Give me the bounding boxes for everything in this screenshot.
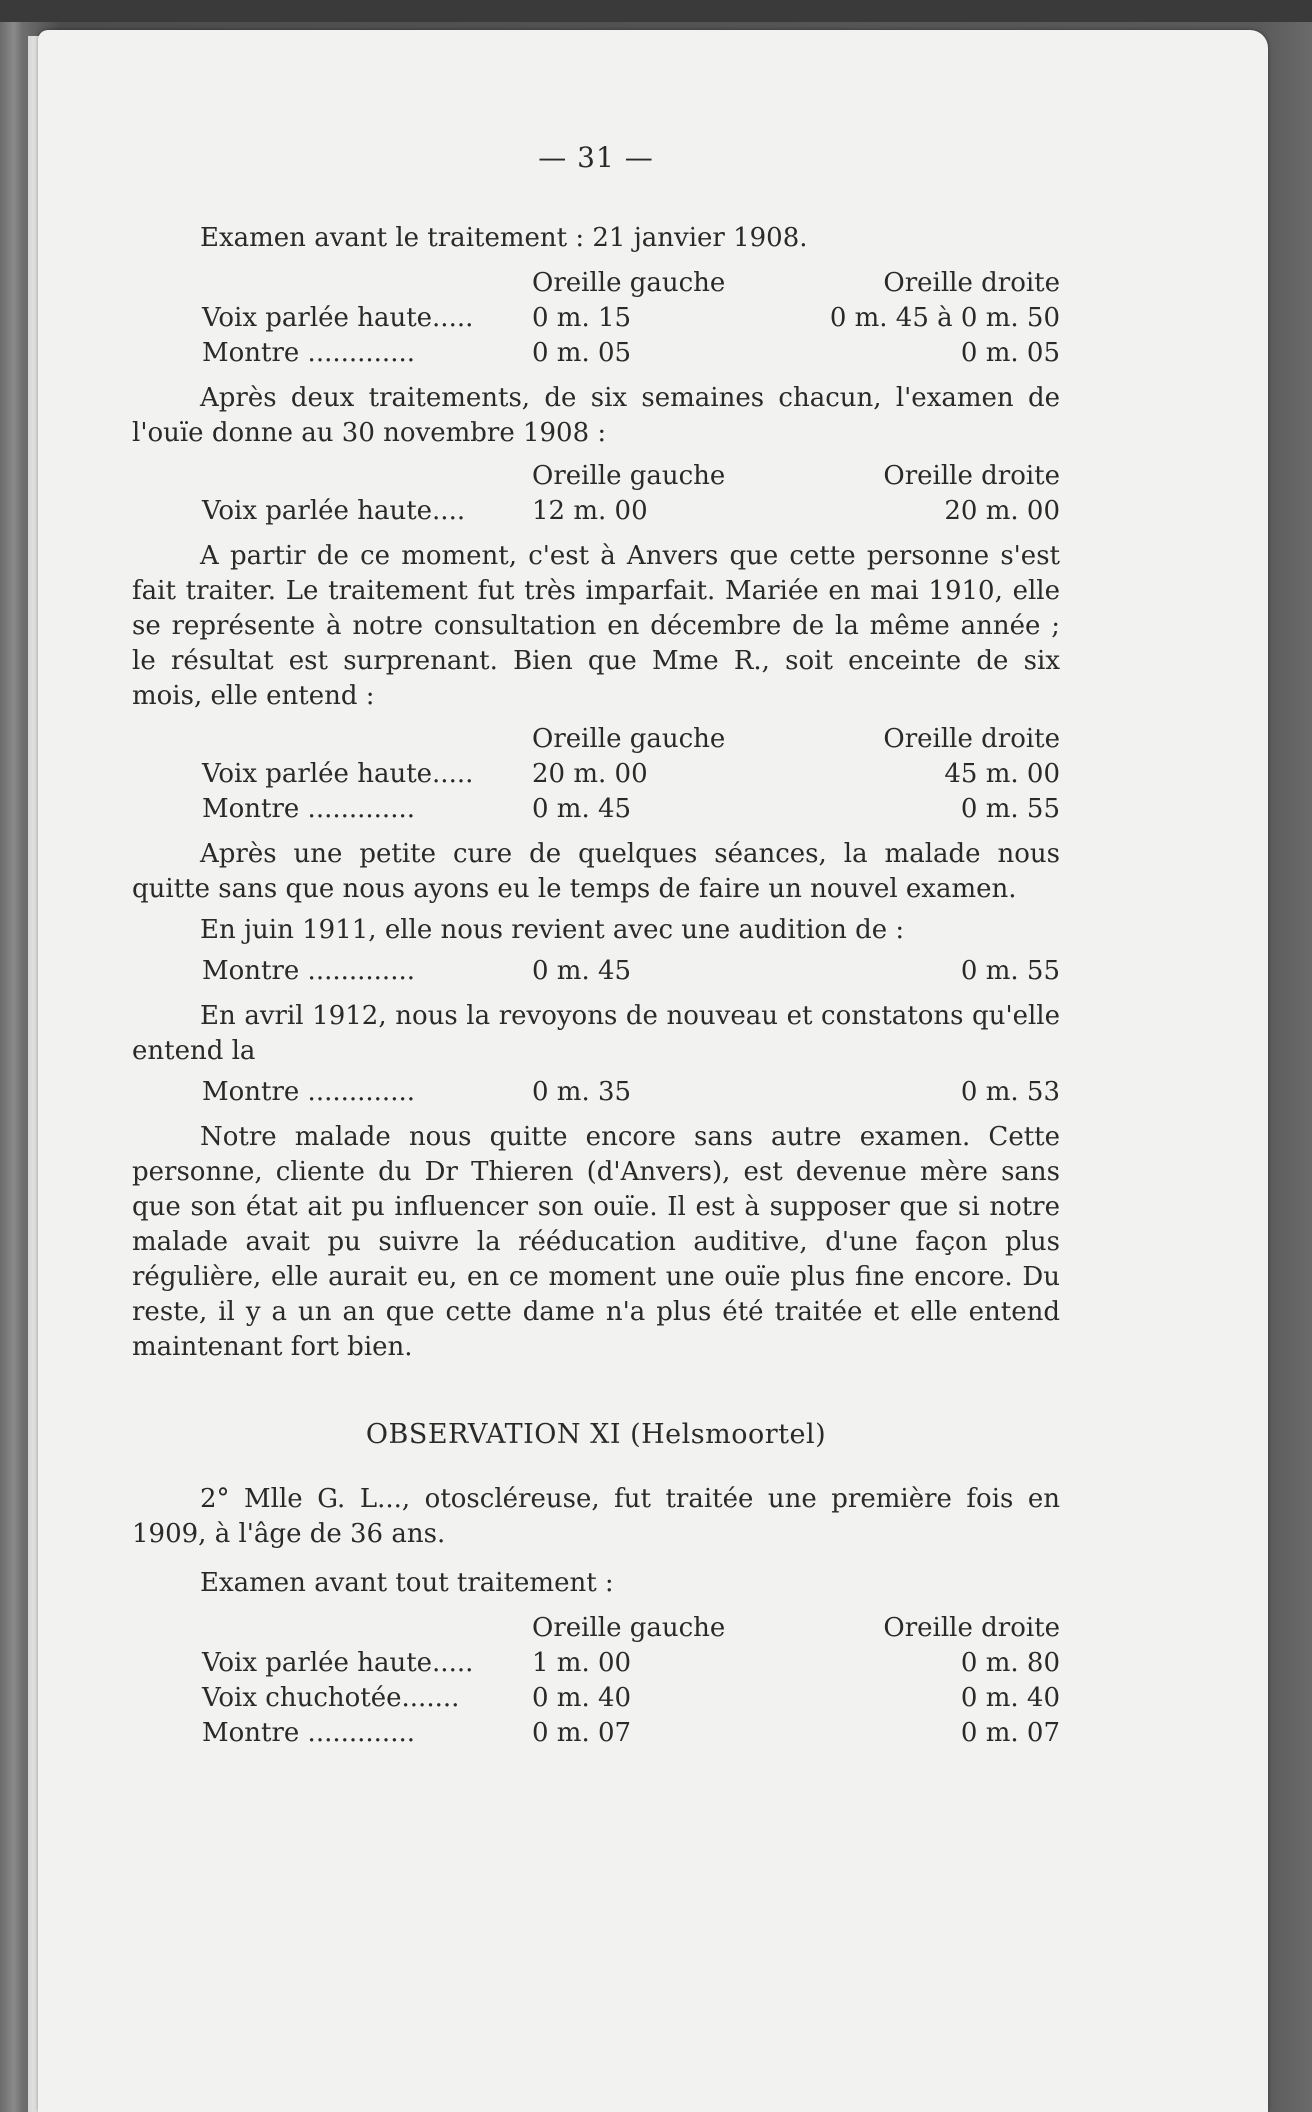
exam6-row-label: Voix parlée haute..... bbox=[202, 1648, 474, 1678]
page-number: — 31 — bbox=[538, 141, 654, 174]
exam1-row-left: 0 m. 15 bbox=[532, 303, 632, 333]
paragraph-4: En juin 1911, elle nous revient avec une audition de : bbox=[200, 915, 905, 945]
exam6-row-left: 0 m. 07 bbox=[532, 1718, 632, 1748]
exam6-row-right: 0 m. 07 bbox=[960, 1718, 1060, 1748]
exam1-row-right: 0 m. 05 bbox=[960, 338, 1060, 368]
exam3-row-left: 0 m. 45 bbox=[532, 794, 632, 824]
exam5-row-left: 0 m. 35 bbox=[532, 1077, 632, 1107]
exam2-table bbox=[132, 457, 1060, 529]
paragraph-2: A partir de ce moment, c'est à Anvers que cette personne s'est fait traiter. Le traitement fut très imparfait. Mariée en mai 1910, elle se représente à notre consultation en décembre de la même année ; le résultat est surprenant. Bien que Mme R., soit enceinte de six mois, elle entend : bbox=[132, 541, 1060, 711]
scanner-top-edge bbox=[0, 0, 1312, 22]
exam3-row-right: 45 m. 00 bbox=[944, 759, 1060, 789]
exam1-header-right: Oreille droite bbox=[883, 268, 1060, 298]
exam6-table bbox=[132, 1609, 1060, 1751]
exam1-row-left: 0 m. 05 bbox=[532, 338, 632, 368]
paragraph-5: En avril 1912, nous la revoyons de nouveau et constatons qu'elle entend la bbox=[132, 1001, 1060, 1066]
exam3-row-right: 0 m. 55 bbox=[960, 794, 1060, 824]
exam1-row-label: Voix parlée haute..... bbox=[202, 303, 474, 333]
exam4-row-right: 0 m. 55 bbox=[960, 956, 1060, 986]
exam6-row-label: Voix chuchotée....... bbox=[202, 1683, 460, 1713]
exam1-row-label: Montre ............. bbox=[202, 338, 415, 368]
section-title: OBSERVATION XI (Helsmoortel) bbox=[365, 1419, 827, 1450]
exam2-row-left: 12 m. 00 bbox=[532, 496, 648, 526]
paragraph-3: Après une petite cure de quelques séances, la malade nous quitte sans que nous ayons eu le temps de faire un nouvel examen. bbox=[132, 839, 1060, 904]
paragraph-7: 2° Mlle G. L..., otoscléreuse, fut traitée une première fois en 1909, à l'âge de 36 ans. bbox=[132, 1484, 1060, 1549]
exam4-row-left: 0 m. 45 bbox=[532, 956, 632, 986]
page-content bbox=[132, 140, 1060, 1761]
exam2-header-right: Oreille droite bbox=[883, 461, 1060, 491]
exam6-intro: Examen avant tout traitement : bbox=[200, 1568, 614, 1598]
exam5-table bbox=[132, 1075, 1060, 1110]
paragraph-1: Après deux traitements, de six semaines chacun, l'examen de l'ouïe donne au 30 novembre 1908 : bbox=[132, 383, 1060, 448]
exam2-row-label: Voix parlée haute.... bbox=[202, 496, 466, 526]
exam1-header-left: Oreille gauche bbox=[532, 268, 726, 298]
exam3-table bbox=[132, 720, 1060, 827]
exam1-header-spacer bbox=[132, 264, 492, 301]
exam3-row-left: 20 m. 00 bbox=[532, 759, 648, 789]
exam2-header-left: Oreille gauche bbox=[532, 461, 726, 491]
exam3-header-left: Oreille gauche bbox=[532, 724, 726, 754]
paragraph-6: Notre malade nous quitte encore sans autre examen. Cette personne, cliente du Dr Thieren (d'Anvers), est devenue mère sans que son état ait pu influencer son ouïe. Il est à supposer que si notre malade avait pu suivre la rééducation auditive, d'une façon plus régulière, elle aurait eu, en ce moment une ouïe plus fine encore. Du reste, il y a un an que cette dame n'a plus été traitée et elle entend maintenant fort bien. bbox=[132, 1122, 1060, 1362]
exam6-header-right: Oreille droite bbox=[883, 1613, 1060, 1643]
exam3-row-label: Voix parlée haute..... bbox=[202, 759, 474, 789]
exam3-row-label: Montre ............. bbox=[202, 794, 415, 824]
exam6-row-left: 0 m. 40 bbox=[532, 1683, 632, 1713]
exam5-row-right: 0 m. 53 bbox=[960, 1077, 1060, 1107]
exam6-header-spacer bbox=[132, 1609, 492, 1646]
exam3-header-right: Oreille droite bbox=[883, 724, 1060, 754]
exam6-row-right: 0 m. 80 bbox=[960, 1648, 1060, 1678]
exam4-table bbox=[132, 954, 1060, 989]
exam1-table bbox=[132, 264, 1060, 371]
exam6-row-label: Montre ............. bbox=[202, 1718, 415, 1748]
exam1-row-right: 0 m. 45 à 0 m. 50 bbox=[829, 303, 1060, 333]
exam3-header-spacer bbox=[132, 720, 492, 757]
exam6-row-left: 1 m. 00 bbox=[532, 1648, 632, 1678]
exam6-row-right: 0 m. 40 bbox=[960, 1683, 1060, 1713]
exam2-header-spacer bbox=[132, 457, 492, 494]
exam6-header-left: Oreille gauche bbox=[532, 1613, 726, 1643]
exam2-row-right: 20 m. 00 bbox=[944, 496, 1060, 526]
exam5-row-label: Montre ............. bbox=[202, 1077, 415, 1107]
exam1-intro: Examen avant le traitement : 21 janvier 1908. bbox=[200, 223, 808, 253]
exam4-row-label: Montre ............. bbox=[202, 956, 415, 986]
